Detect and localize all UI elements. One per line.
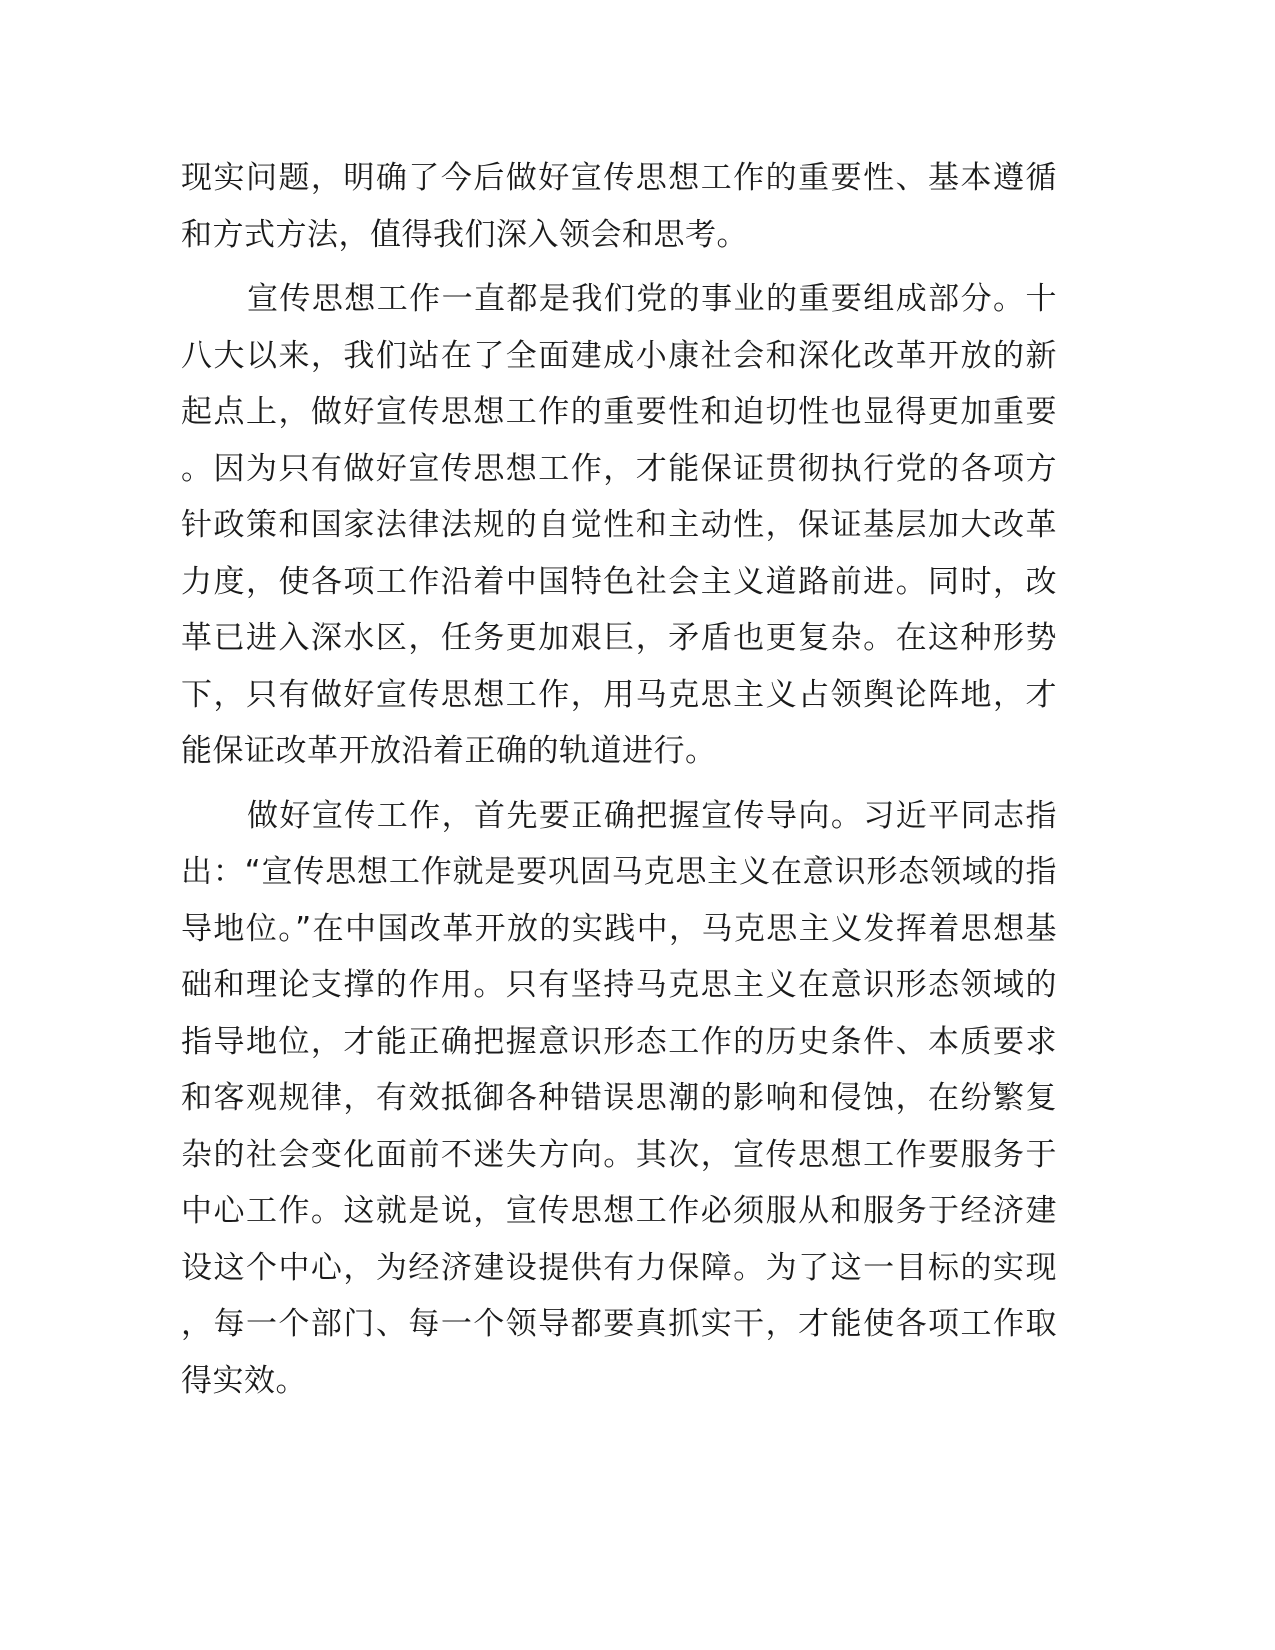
paragraph-3: 做好宣传工作，首先要正确把握宣传导向。习近平同志指出：“宣传思想工作就是要巩固马克思主义在意识形态领域的指导地位。”在中国改革开放的实践中，马克思主义发挥着思想基础和理论支撑的作用。只有坚持马克思主义在意识形态领域的指导地位，才能正确把握意识形态工作的历史条件、本质要求和客观规律，有效抵御各种错误思潮的影响和侵蚀，在纷繁复杂的社会变化面前不迷失方向。其次，宣传思想工作要服务于中心工作。这就是说，宣传思想工作必须服从和服务于经济建设这个中心，为经济建设提供有力保障。为了这一目标的实现，每一个部门、每一个领导都要真抓实干，才能使各项工作取得实效。 — [181, 797, 1057, 1399]
paragraph-2: 宣传思想工作一直都是我们党的事业的重要组成部分。十八大以来，我们站在了全面建成小康社会和深化改革开放的新起点上，做好宣传思想工作的重要性和迫切性也显得更加重要。因为只有做好宣传思想工作，才能保证贯彻执行党的各项方针政策和国家法律法规的自觉性和主动性，保证基层加大改革力度，使各项工作沿着中国特色社会主义道路前进。同时，改革已进入深水区，任务更加艰巨，矛盾也更复杂。在这种形势下，只有做好宣传思想工作，用马克思主义占领舆论阵地，才能保证改革开放沿着正确的轨道进行。 — [181, 281, 1057, 769]
document-body — [181, 150, 1057, 1409]
paragraph-1: 现实问题，明确了今后做好宣传思想工作的重要性、基本遵循和方式方法，值得我们深入领会和思考。 — [181, 160, 1057, 253]
